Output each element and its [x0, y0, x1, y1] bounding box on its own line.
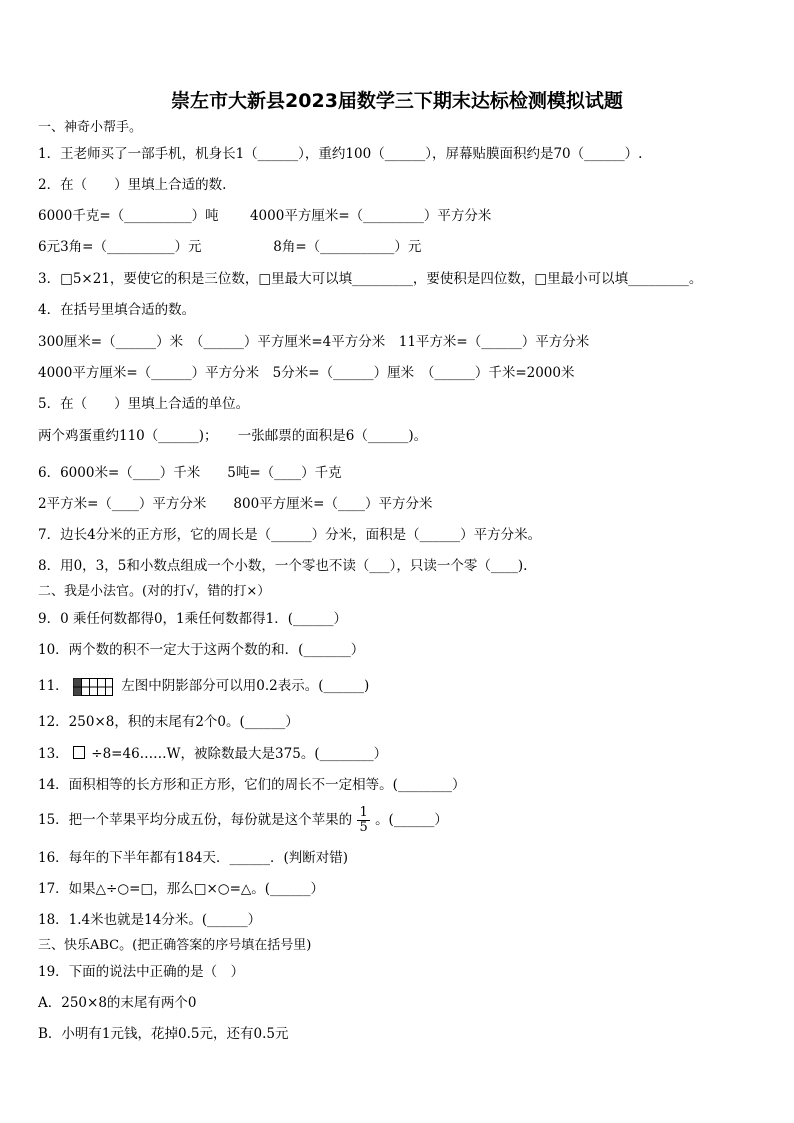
question-12: 12．250×8，积的末尾有2个0。(______） [38, 714, 299, 730]
section-heading-2: 二、我是小法官。(对的打√，错的打×） [38, 584, 271, 599]
page-title: 崇左市大新县2023届数学三下期末达标检测模拟试题 [171, 90, 623, 112]
fraction-numerator: 1 [359, 805, 368, 820]
question-8: 8．用0，3，5和小数点组成一个小数，一个零也不读（___），只读一个零（____). [38, 558, 528, 574]
question-4-row-2: 4000平方厘米=（______）平方分米 5分米=（______）厘米 （______）千米=2000米 [38, 365, 575, 381]
question-11-number: 11． [38, 678, 69, 694]
question-11 [38, 677, 369, 696]
question-15-text: 15．把一个苹果平均分成五份，每份就是这个苹果的 [38, 812, 353, 828]
question-14: 14．面积相等的长方形和正方形，它们的周长不一定相等。(________） [38, 777, 466, 793]
question-9: 9．0 乘任何数都得0，1乘任何数都得1．(______） [38, 611, 348, 627]
question-1: 1．王老师买了一部手机，机身长1（______），重约100（______），屏幕贴膜面积约是70（______）. [38, 146, 643, 162]
question-16: 16．每年的下半年都有184天．______．(判断对错) [38, 850, 348, 866]
fraction-one-fifth [357, 806, 369, 835]
section-heading-3: 三、快乐ABC。(把正确答案的序号填在括号里) [38, 938, 312, 953]
question-10: 10．两个数的积不一定大于这两个数的和．(_______） [38, 642, 365, 658]
question-6-row-2: 2平方米=（____）平方分米 800平方厘米=（____）平方分米 [38, 496, 433, 512]
section-heading-1: 一、神奇小帮手。 [38, 120, 143, 135]
question-17: 17．如果△÷○=□，那么□×○=△。(______） [38, 881, 325, 897]
question-4-row-1: 300厘米=（______）米 （______）平方厘米=4平方分米 11平方米=（______）平方分米 [38, 334, 590, 350]
question-5-row: 两个鸡蛋重约110（______)； 一张邮票的面积是6（______)。 [38, 428, 428, 444]
shaded-grid-icon [73, 678, 113, 696]
question-15 [38, 806, 448, 835]
question-18: 18．1.4米也就是14分米。(______） [38, 912, 262, 928]
question-19-option-a: A．250×8的末尾有两个0 [38, 995, 197, 1011]
question-7: 7．边长4分米的正方形，它的周长是（______）分米，面积是（______）平方分米。 [38, 527, 542, 543]
question-3: 3．□5×21，要使它的积是三位数，□里最大可以填_________，要使积是四位数，□里最小可以填_________。 [38, 271, 703, 287]
question-11-text: 左图中阴影部分可以用0.2表示。(______) [121, 678, 370, 694]
blank-box-icon [73, 746, 85, 759]
question-13-number: 13． [38, 746, 69, 762]
question-19-option-b: B．小明有1元钱，花掉0.5元，还有0.5元 [38, 1026, 289, 1042]
question-13-text: ÷8=46……W，被除数最大是375。(________） [91, 746, 388, 762]
question-6: 6．6000米=（____）千米 5吨=（____）千克 [38, 465, 342, 481]
question-4: 4．在括号里填合适的数。 [38, 302, 196, 318]
question-2-row-2: 6元3角=（__________）元 8角=（___________）元 [38, 239, 422, 255]
question-15-tail: 。(______） [375, 812, 448, 828]
question-13 [38, 745, 387, 763]
question-2-row-1: 6000千克=（__________）吨 4000平方厘米=（_________）平方分米 [38, 208, 492, 224]
question-2: 2．在（ ）里填上合适的数. [38, 177, 227, 193]
fraction-denominator: 5 [359, 820, 368, 835]
question-5: 5．在（ ）里填上合适的单位。 [38, 396, 250, 412]
question-19: 19．下面的说法中正确的是（ ） [38, 964, 245, 980]
